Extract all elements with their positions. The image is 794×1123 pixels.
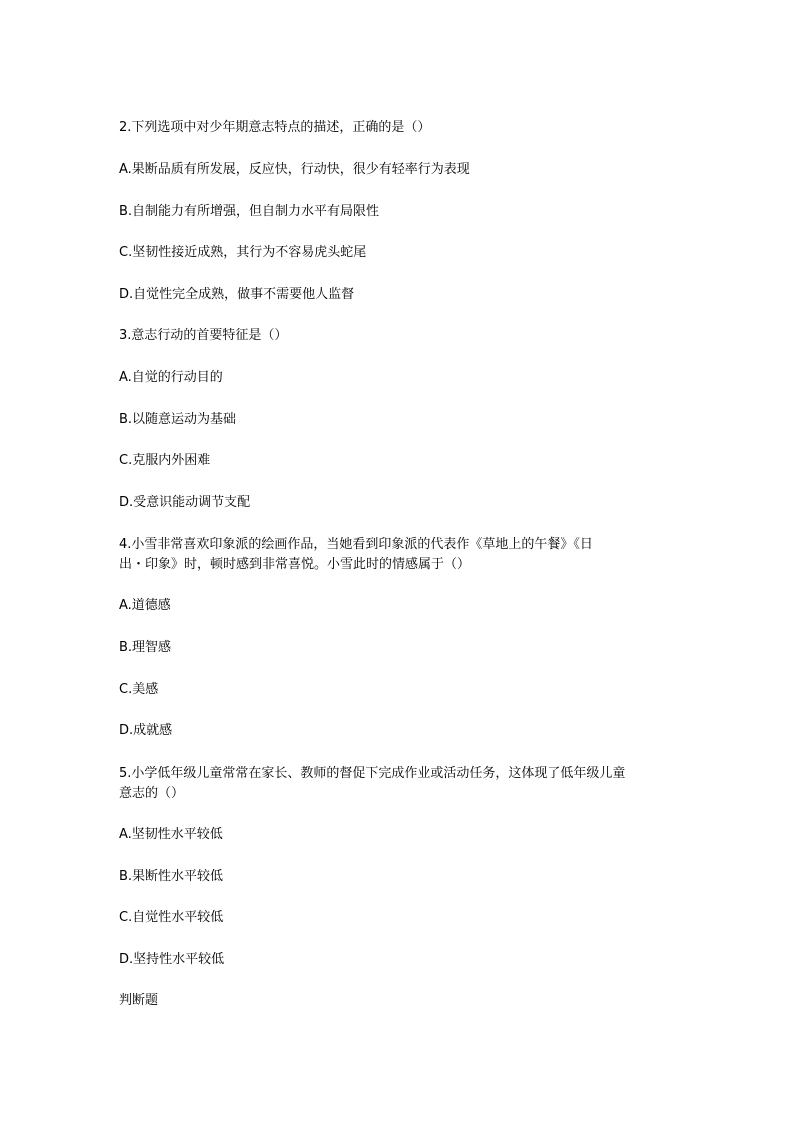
question-4-option-d: D.成就感	[119, 723, 173, 738]
question-2-stem: 2.下列选项中对少年期意志特点的描述，正确的是（）	[119, 120, 431, 135]
question-2-option-b: B.自制能力有所增强，但自制力水平有局限性	[119, 204, 380, 219]
question-2-option-d: D.自觉性完全成熟，做事不需要他人监督	[119, 287, 355, 302]
question-4-option-c: C.美感	[119, 682, 159, 697]
question-5-option-b: B.果断性水平较低	[119, 869, 224, 884]
question-2-option-a: A.果断品质有所发展，反应快，行动快，很少有轻率行为表现	[119, 162, 470, 177]
question-5-option-a: A.坚韧性水平较低	[119, 827, 223, 842]
question-3-option-b: B.以随意运动为基础	[119, 412, 237, 427]
question-3-option-c: C.克服内外困难	[119, 453, 211, 468]
question-2-option-c: C.坚韧性接近成熟，其行为不容易虎头蛇尾	[119, 245, 367, 260]
question-4-option-a: A.道德感	[119, 598, 171, 613]
question-5-stem-line-1: 5.小学低年级儿童常常在家长、教师的督促下完成作业或活动任务，这体现了低年级儿童	[119, 766, 626, 781]
question-4-stem-line-1: 4.小雪非常喜欢印象派的绘画作品，当她看到印象派的代表作《草地上的午餐》《日	[119, 537, 593, 552]
question-5-option-d: D.坚持性水平较低	[119, 952, 225, 967]
question-3-option-d: D.受意识能动调节支配	[119, 495, 251, 510]
question-5-option-c: C.自觉性水平较低	[119, 910, 224, 925]
question-4-option-b: B.理智感	[119, 640, 172, 655]
section-heading: 判断题	[119, 993, 159, 1008]
question-4-stem-line-2: 出・印象》时，顿时感到非常喜悦。小雪此时的情感属于（）	[119, 557, 471, 572]
question-3-option-a: A.自觉的行动目的	[119, 370, 223, 385]
question-5-stem-line-2: 意志的（）	[119, 786, 185, 801]
question-3-stem: 3.意志行动的首要特征是（）	[119, 328, 288, 343]
